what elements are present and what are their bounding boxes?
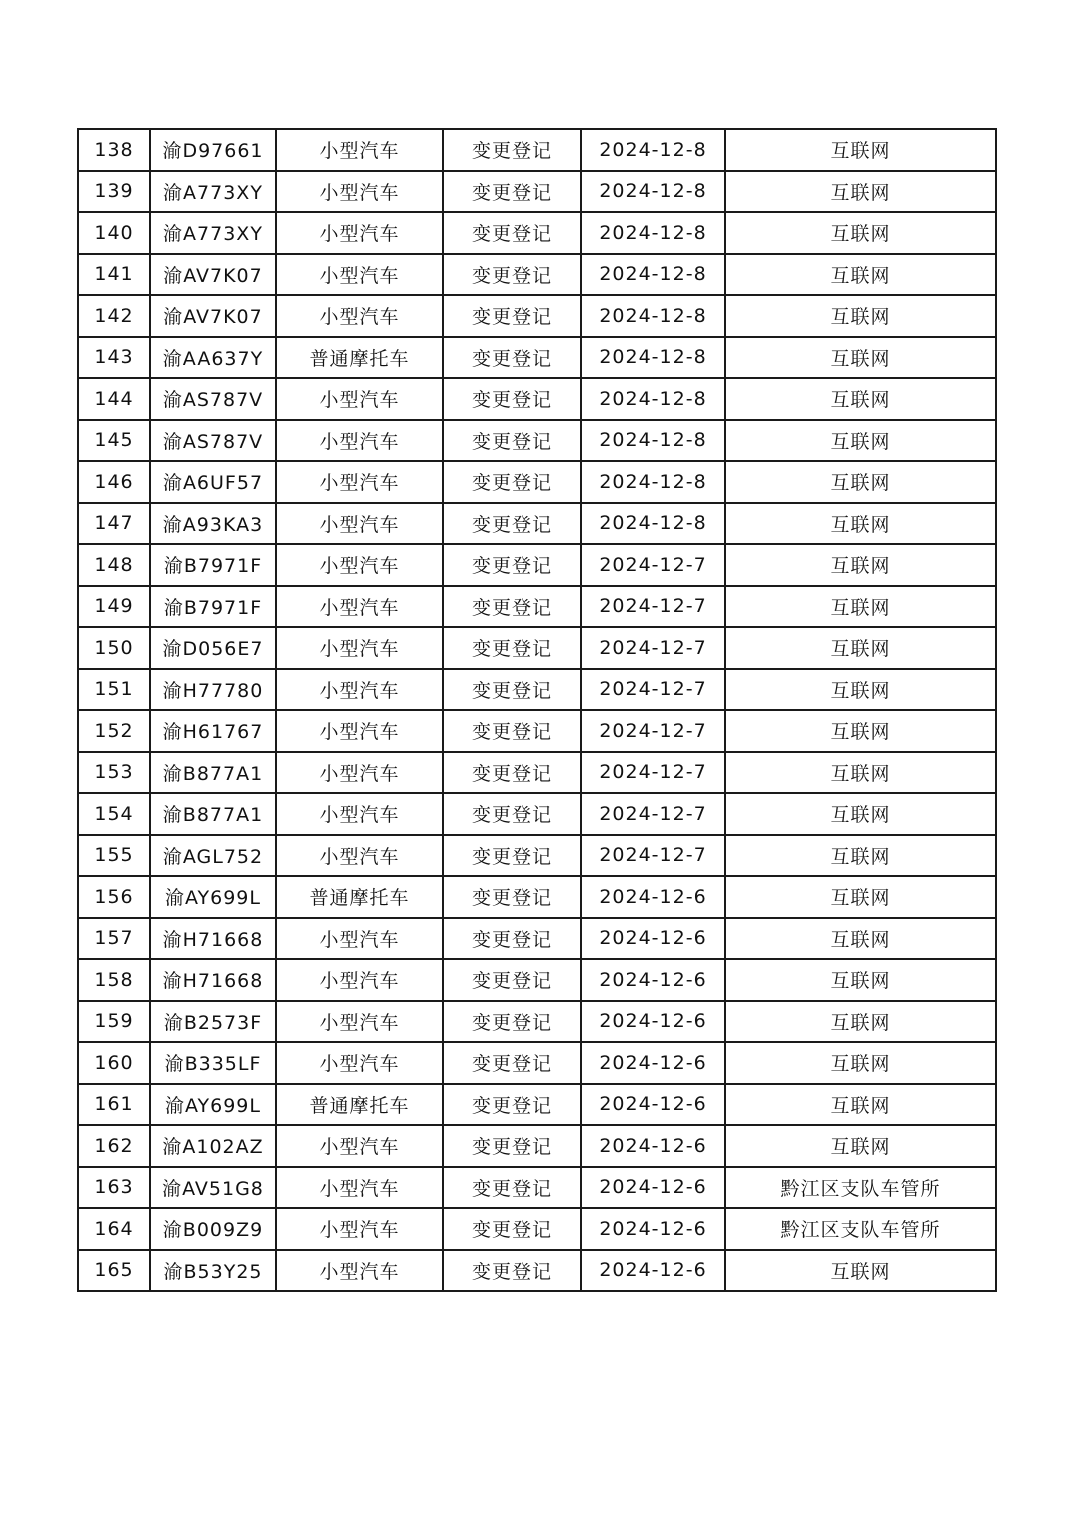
plate-number-cell: 渝B7971F [150,586,276,628]
row-number-cell: 162 [78,1125,150,1167]
table-row [78,378,996,420]
row-number-cell: 164 [78,1208,150,1250]
date-cell: 2024-12-8 [581,295,725,337]
channel-cell: 互联网 [725,1125,996,1167]
channel-cell: 互联网 [725,420,996,462]
row-number-cell: 143 [78,337,150,379]
table-row [78,1001,996,1043]
vehicle-type-cell: 小型汽车 [276,1167,443,1209]
table-row [78,669,996,711]
business-type-cell: 变更登记 [443,337,581,379]
records-table-body [78,129,996,1291]
date-cell: 2024-12-7 [581,752,725,794]
table-row [78,544,996,586]
business-type-cell: 变更登记 [443,627,581,669]
business-type-cell: 变更登记 [443,710,581,752]
table-row [78,1250,996,1292]
date-cell: 2024-12-8 [581,461,725,503]
plate-number-cell: 渝D97661 [150,129,276,171]
plate-number-cell: 渝B877A1 [150,793,276,835]
channel-cell: 互联网 [725,295,996,337]
vehicle-type-cell: 普通摩托车 [276,1084,443,1126]
date-cell: 2024-12-7 [581,544,725,586]
plate-number-cell: 渝B7971F [150,544,276,586]
plate-number-cell: 渝AS787V [150,378,276,420]
channel-cell: 互联网 [725,212,996,254]
plate-number-cell: 渝H71668 [150,959,276,1001]
business-type-cell: 变更登记 [443,1167,581,1209]
channel-cell: 互联网 [725,752,996,794]
channel-cell: 互联网 [725,669,996,711]
plate-number-cell: 渝AV7K07 [150,295,276,337]
plate-number-cell: 渝H71668 [150,918,276,960]
channel-cell: 互联网 [725,1001,996,1043]
channel-cell: 互联网 [725,254,996,296]
vehicle-type-cell: 小型汽车 [276,1042,443,1084]
table-row [78,1084,996,1126]
table-row [78,295,996,337]
row-number-cell: 158 [78,959,150,1001]
date-cell: 2024-12-7 [581,835,725,877]
channel-cell: 互联网 [725,835,996,877]
vehicle-type-cell: 小型汽车 [276,586,443,628]
channel-cell: 互联网 [725,461,996,503]
vehicle-type-cell: 小型汽车 [276,793,443,835]
row-number-cell: 145 [78,420,150,462]
business-type-cell: 变更登记 [443,1001,581,1043]
channel-cell: 互联网 [725,503,996,545]
business-type-cell: 变更登记 [443,1250,581,1292]
vehicle-type-cell: 小型汽车 [276,752,443,794]
vehicle-type-cell: 小型汽车 [276,710,443,752]
business-type-cell: 变更登记 [443,586,581,628]
vehicle-type-cell: 普通摩托车 [276,337,443,379]
row-number-cell: 146 [78,461,150,503]
plate-number-cell: 渝B877A1 [150,752,276,794]
vehicle-type-cell: 小型汽车 [276,544,443,586]
vehicle-type-cell: 小型汽车 [276,254,443,296]
table-row [78,129,996,171]
plate-number-cell: 渝B009Z9 [150,1208,276,1250]
row-number-cell: 156 [78,876,150,918]
date-cell: 2024-12-8 [581,378,725,420]
date-cell: 2024-12-7 [581,669,725,711]
table-row [78,254,996,296]
plate-number-cell: 渝AA637Y [150,337,276,379]
table-row [78,793,996,835]
row-number-cell: 138 [78,129,150,171]
row-number-cell: 163 [78,1167,150,1209]
vehicle-type-cell: 小型汽车 [276,1001,443,1043]
vehicle-type-cell: 小型汽车 [276,420,443,462]
row-number-cell: 152 [78,710,150,752]
business-type-cell: 变更登记 [443,835,581,877]
business-type-cell: 变更登记 [443,295,581,337]
plate-number-cell: 渝A6UF57 [150,461,276,503]
table-row [78,171,996,213]
date-cell: 2024-12-6 [581,1125,725,1167]
date-cell: 2024-12-8 [581,254,725,296]
table-row [78,1167,996,1209]
row-number-cell: 144 [78,378,150,420]
table-row [78,752,996,794]
business-type-cell: 变更登记 [443,212,581,254]
date-cell: 2024-12-8 [581,503,725,545]
business-type-cell: 变更登记 [443,752,581,794]
plate-number-cell: 渝B335LF [150,1042,276,1084]
table-row [78,1125,996,1167]
row-number-cell: 161 [78,1084,150,1126]
row-number-cell: 159 [78,1001,150,1043]
channel-cell: 互联网 [725,959,996,1001]
vehicle-type-cell: 小型汽车 [276,918,443,960]
date-cell: 2024-12-6 [581,1042,725,1084]
row-number-cell: 157 [78,918,150,960]
table-row [78,212,996,254]
table-row [78,461,996,503]
vehicle-type-cell: 小型汽车 [276,627,443,669]
plate-number-cell: 渝A773XY [150,171,276,213]
table-row [78,337,996,379]
plate-number-cell: 渝AV7K07 [150,254,276,296]
date-cell: 2024-12-8 [581,420,725,462]
row-number-cell: 141 [78,254,150,296]
plate-number-cell: 渝H61767 [150,710,276,752]
plate-number-cell: 渝H77780 [150,669,276,711]
table-row [78,420,996,462]
business-type-cell: 变更登记 [443,1208,581,1250]
plate-number-cell: 渝AV51G8 [150,1167,276,1209]
vehicle-type-cell: 小型汽车 [276,378,443,420]
table-row [78,835,996,877]
channel-cell: 互联网 [725,1250,996,1292]
date-cell: 2024-12-6 [581,918,725,960]
vehicle-type-cell: 小型汽车 [276,1250,443,1292]
vehicle-type-cell: 小型汽车 [276,129,443,171]
channel-cell: 黔江区支队车管所 [725,1208,996,1250]
channel-cell: 互联网 [725,129,996,171]
plate-number-cell: 渝D056E7 [150,627,276,669]
channel-cell: 互联网 [725,378,996,420]
date-cell: 2024-12-7 [581,793,725,835]
date-cell: 2024-12-6 [581,1001,725,1043]
vehicle-type-cell: 小型汽车 [276,959,443,1001]
date-cell: 2024-12-6 [581,1250,725,1292]
vehicle-type-cell: 小型汽车 [276,212,443,254]
vehicle-type-cell: 小型汽车 [276,1208,443,1250]
channel-cell: 互联网 [725,627,996,669]
date-cell: 2024-12-6 [581,1208,725,1250]
date-cell: 2024-12-8 [581,337,725,379]
channel-cell: 互联网 [725,710,996,752]
business-type-cell: 变更登记 [443,378,581,420]
row-number-cell: 147 [78,503,150,545]
date-cell: 2024-12-8 [581,171,725,213]
channel-cell: 互联网 [725,918,996,960]
row-number-cell: 155 [78,835,150,877]
plate-number-cell: 渝AGL752 [150,835,276,877]
row-number-cell: 153 [78,752,150,794]
channel-cell: 互联网 [725,337,996,379]
row-number-cell: 151 [78,669,150,711]
channel-cell: 互联网 [725,793,996,835]
plate-number-cell: 渝A102AZ [150,1125,276,1167]
date-cell: 2024-12-8 [581,212,725,254]
business-type-cell: 变更登记 [443,129,581,171]
plate-number-cell: 渝A93KA3 [150,503,276,545]
table-row [78,1208,996,1250]
row-number-cell: 150 [78,627,150,669]
vehicle-type-cell: 小型汽车 [276,503,443,545]
plate-number-cell: 渝AS787V [150,420,276,462]
channel-cell: 互联网 [725,171,996,213]
business-type-cell: 变更登记 [443,254,581,296]
business-type-cell: 变更登记 [443,1125,581,1167]
table-row [78,710,996,752]
date-cell: 2024-12-7 [581,586,725,628]
date-cell: 2024-12-8 [581,129,725,171]
vehicle-type-cell: 小型汽车 [276,1125,443,1167]
row-number-cell: 142 [78,295,150,337]
plate-number-cell: 渝B53Y25 [150,1250,276,1292]
date-cell: 2024-12-6 [581,876,725,918]
table-row [78,503,996,545]
row-number-cell: 139 [78,171,150,213]
table-row [78,876,996,918]
channel-cell: 互联网 [725,1042,996,1084]
business-type-cell: 变更登记 [443,1084,581,1126]
vehicle-type-cell: 普通摩托车 [276,876,443,918]
business-type-cell: 变更登记 [443,503,581,545]
row-number-cell: 140 [78,212,150,254]
plate-number-cell: 渝A773XY [150,212,276,254]
business-type-cell: 变更登记 [443,171,581,213]
row-number-cell: 154 [78,793,150,835]
date-cell: 2024-12-7 [581,710,725,752]
vehicle-type-cell: 小型汽车 [276,295,443,337]
channel-cell: 互联网 [725,876,996,918]
row-number-cell: 165 [78,1250,150,1292]
plate-number-cell: 渝B2573F [150,1001,276,1043]
business-type-cell: 变更登记 [443,544,581,586]
table-row [78,1042,996,1084]
plate-number-cell: 渝AY699L [150,1084,276,1126]
date-cell: 2024-12-6 [581,1167,725,1209]
business-type-cell: 变更登记 [443,959,581,1001]
business-type-cell: 变更登记 [443,793,581,835]
table-row [78,918,996,960]
vehicle-type-cell: 小型汽车 [276,835,443,877]
date-cell: 2024-12-6 [581,1084,725,1126]
channel-cell: 黔江区支队车管所 [725,1167,996,1209]
business-type-cell: 变更登记 [443,420,581,462]
date-cell: 2024-12-7 [581,627,725,669]
registration-records-table [77,128,997,1292]
channel-cell: 互联网 [725,1084,996,1126]
vehicle-type-cell: 小型汽车 [276,669,443,711]
table-row [78,959,996,1001]
plate-number-cell: 渝AY699L [150,876,276,918]
row-number-cell: 149 [78,586,150,628]
business-type-cell: 变更登记 [443,876,581,918]
business-type-cell: 变更登记 [443,918,581,960]
date-cell: 2024-12-6 [581,959,725,1001]
channel-cell: 互联网 [725,586,996,628]
row-number-cell: 160 [78,1042,150,1084]
channel-cell: 互联网 [725,544,996,586]
business-type-cell: 变更登记 [443,669,581,711]
table-row [78,586,996,628]
business-type-cell: 变更登记 [443,461,581,503]
business-type-cell: 变更登记 [443,1042,581,1084]
vehicle-type-cell: 小型汽车 [276,171,443,213]
row-number-cell: 148 [78,544,150,586]
table-row [78,627,996,669]
vehicle-type-cell: 小型汽车 [276,461,443,503]
